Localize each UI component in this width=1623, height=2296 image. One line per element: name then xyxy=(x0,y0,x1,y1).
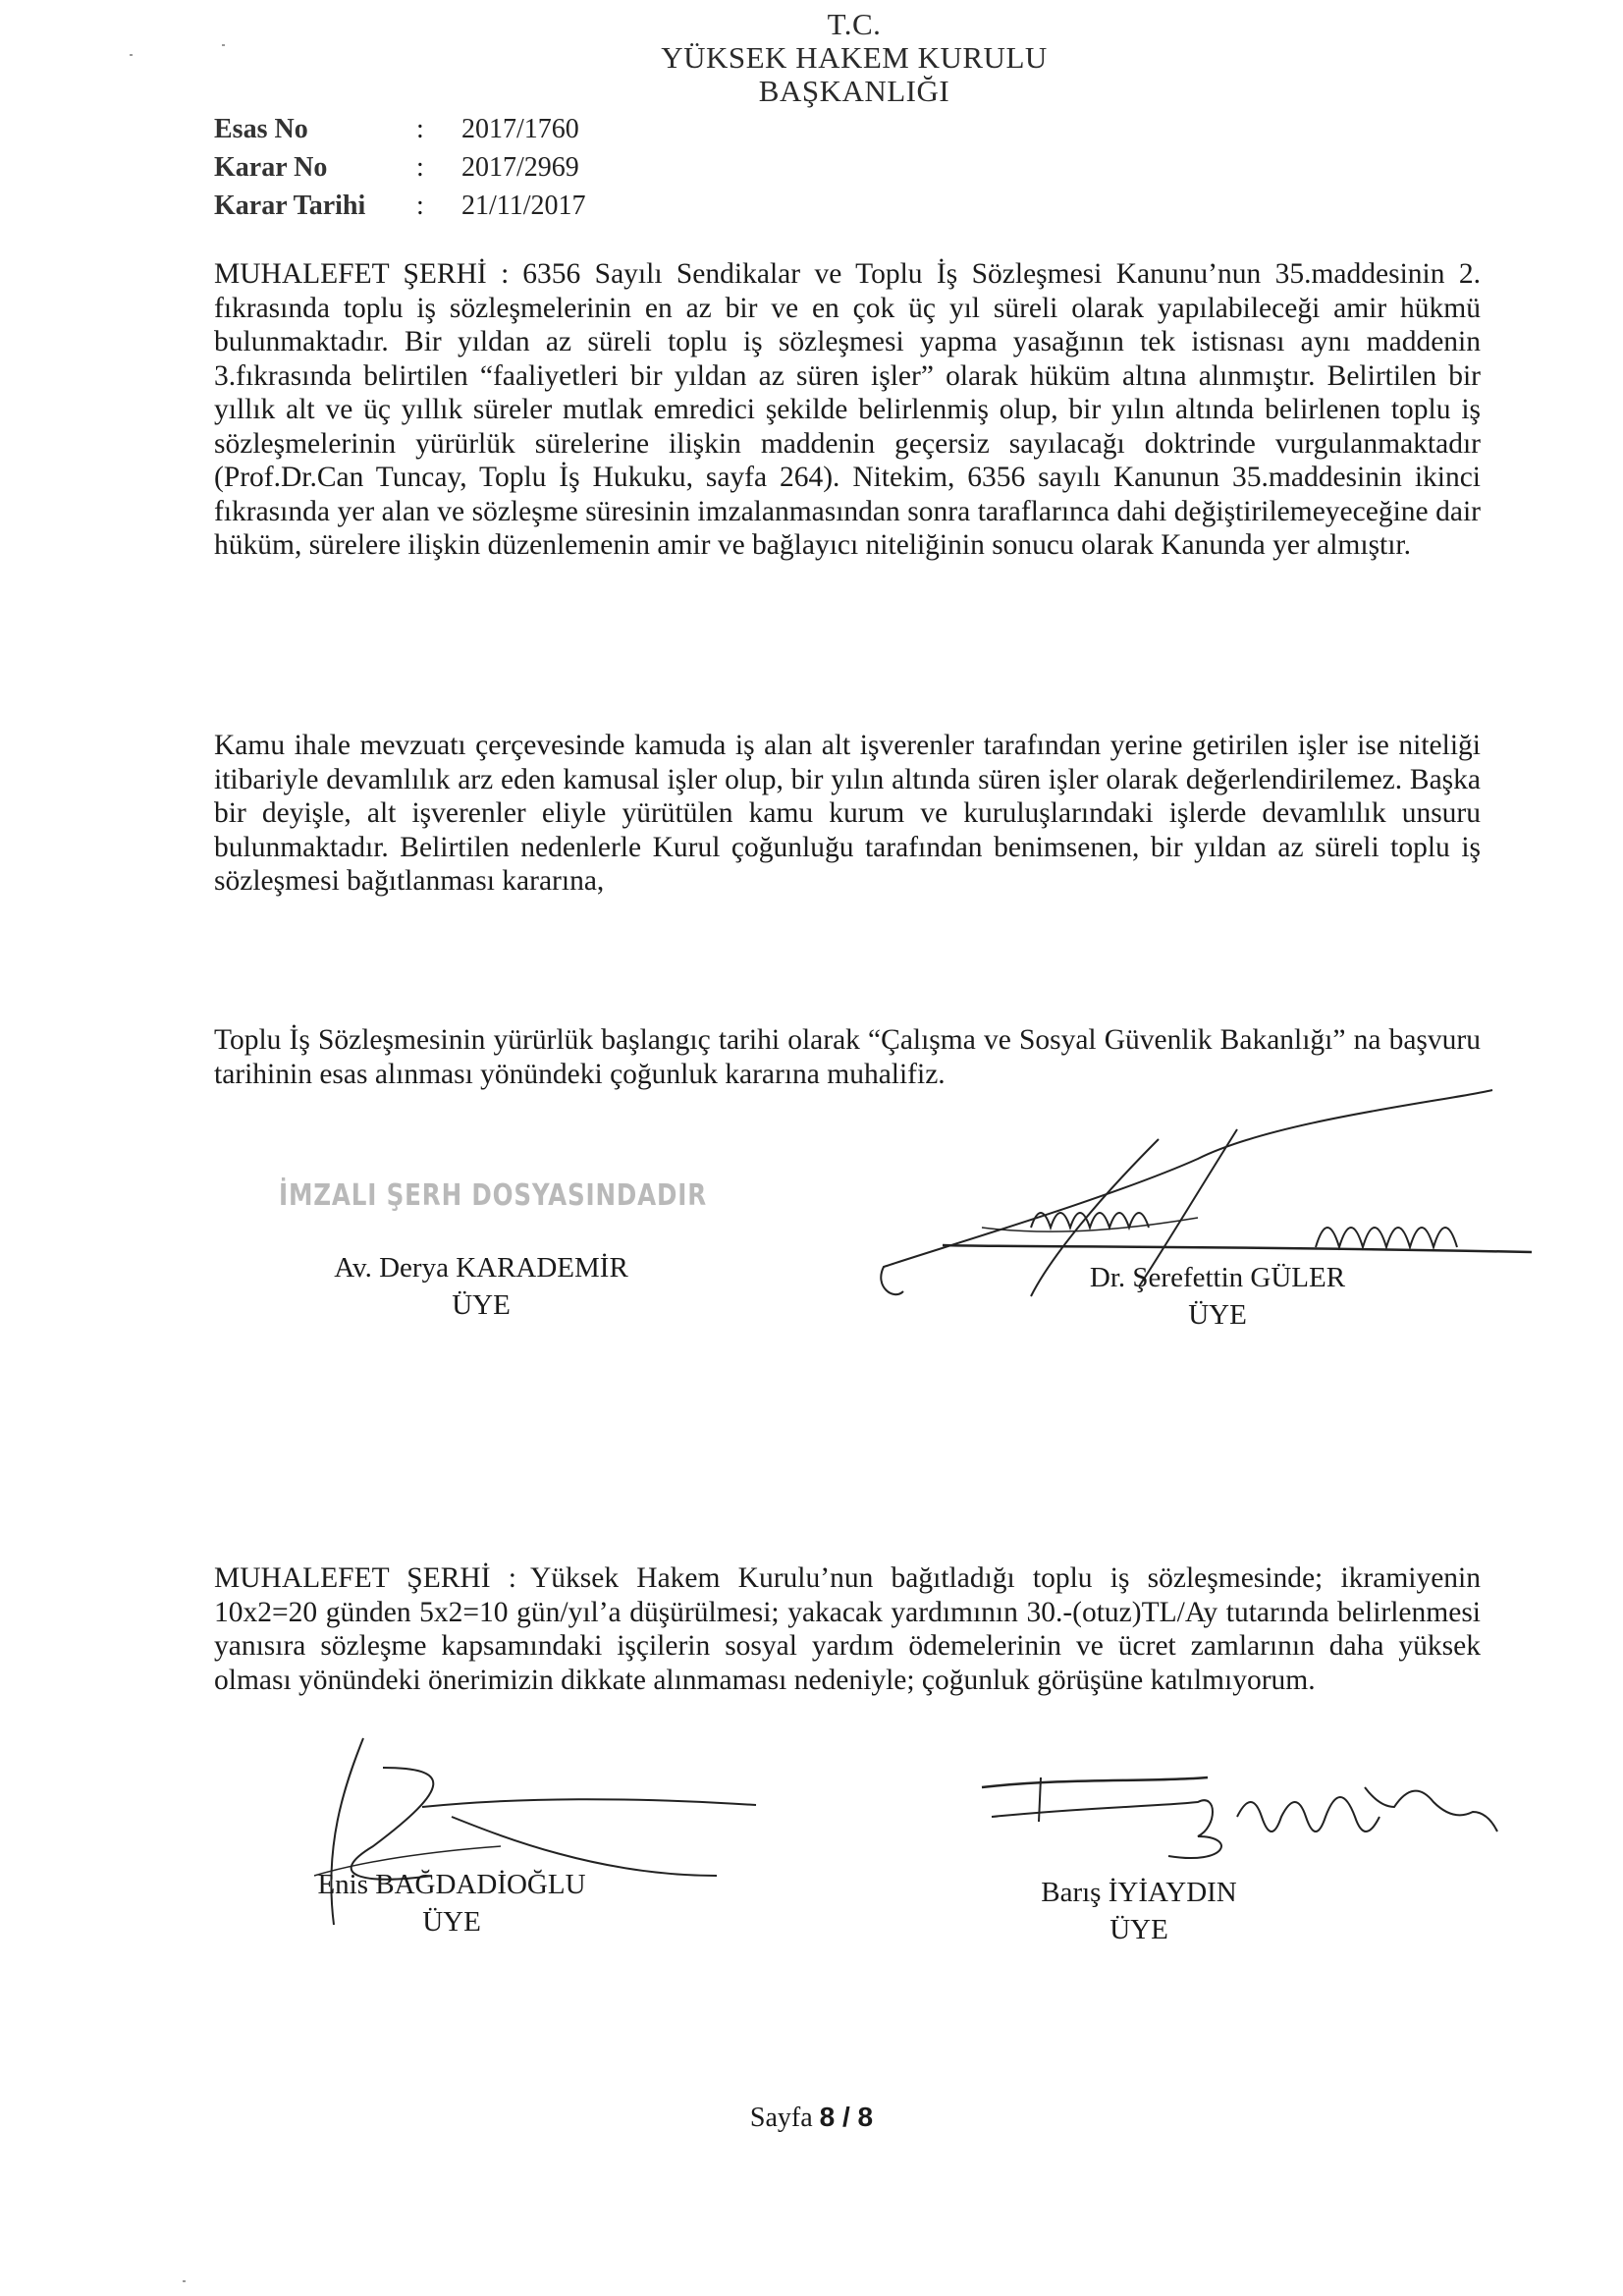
dissent2-paragraph xyxy=(214,1561,1481,1697)
case-info-value: 2017/1760 xyxy=(461,114,579,144)
dissent2-text: Yüksek Hakem Kurulu’nun bağıtladığı toplu iş sözleşmesinde; ikramiyenin 10x2=20 günden 5x2=10 gün/yıl’a düşürülmesi; yakacak yardımının 30.-(otuz)TL/Ay tutarında belirlenmesi yanısıra sözleşme kapsamındaki işçilerin sosyal yardım ödemelerinin ve ücret zamlarının daha yüksek olması yönündeki önerimizin dikkate alınmaması nedeniyle; çoğunluk görüşüne katılmıyorum. xyxy=(214,1562,1482,1696)
header-line-baskanlik: BAŞKANLIĞI xyxy=(758,74,950,108)
colon: : xyxy=(416,114,424,144)
signatory-name: Enis BAĞDADİOĞLU xyxy=(317,1869,586,1900)
signatory-name: Av. Derya KARADEMİR xyxy=(334,1252,628,1284)
signatory-bagdadioglu xyxy=(255,1866,648,1941)
page-footer xyxy=(0,2102,1623,2134)
case-info-label: Karar No xyxy=(214,152,328,183)
signatory-name: Barış İYİAYDIN xyxy=(1041,1877,1237,1908)
signatory-iyiaydin xyxy=(943,1874,1335,1948)
dissent1-paragraph1 xyxy=(214,257,1481,563)
header-line-kurul: YÜKSEK HAKEM KURULU xyxy=(661,40,1048,75)
dissent1-paragraph3: Toplu İş Sözleşmesinin yürürlük başlangıç tarihi olarak “Çalışma ve Sosyal Güvenlik Bakanlığı” na başvuru tarihinin esas alınması yönündeki çoğunluk kararına muhalifiz. xyxy=(214,1024,1481,1090)
signatory-title: ÜYE xyxy=(1188,1299,1247,1331)
institution-header xyxy=(589,8,1119,108)
signatory-name: Dr. Şerefettin GÜLER xyxy=(1089,1262,1346,1293)
case-info-label: Karar Tarihi xyxy=(214,191,366,221)
case-info xyxy=(214,110,586,225)
dissent1-text: 6356 Sayılı Sendikalar ve Toplu İş Sözleşmesi Kanunu’nun 35.maddesinin 2. fıkrasında toplu iş sözleşmelerinin en az bir ve en çok üç yıl süreli olarak yapılabileceği amir hükmü bulunmaktadır. Bir yıldan az süreli toplu iş sözleşmesi yapma yasağının tek istisnası aynı maddenin 3.fıkrasında belirtilen “faaliyetleri bir yıldan az süren işler” olarak hüküm altına alınmıştır. Belirtilen bir yıllık alt ve üç yıllık süreler mutlak emredici şekilde belirlenmiş olup, bir yılın altında belirlenen toplu iş sözleşmelerinin yürürlük sürelerine ilişkin maddenin geçersiz sayılacağı doktrinde vurgulanmaktadır (Prof.Dr.Can Tuncay, Toplu İş Hukuku, sayfa 264). Nitekim, 6356 sayılı Kanunun 35.maddesinin ikinci fıkrasında yer alan ve sözleşme süresinin imzalanmasından sonra taraflarınca dahi değiştirilemeyeceğine dair hüküm, sürelere ilişkin düzenlemenin amir ve bağlayıcı niteliğinin sonucu olarak Kanunda yer almıştır. xyxy=(214,258,1481,561)
case-info-row-karar xyxy=(214,148,586,187)
case-info-value: 2017/2969 xyxy=(461,152,579,183)
signatory-guler xyxy=(1031,1259,1404,1334)
dissent1-paragraph2: Kamu ihale mevzuatı çerçevesinde kamuda iş alan alt işverenler tarafından yerine getirilen işler ise niteliği itibariyle devamlılık arz eden kamusal işler olup, bir yılın altında süren işler olarak değerlendirilemez. Başka bir deyişle, alt işverenler eliyle yürütülen kamu kurum ve kuruluşlarındaki işlerde devamlılık unsuru bulunmaktadır. Belirtilen nedenlerle Kurul çoğunluğu tarafından benimsenen, bir yıldan az süreli toplu iş sözleşmesi bağıtlanması kararına, xyxy=(214,730,1481,897)
scan-speck xyxy=(183,2280,186,2282)
colon: : xyxy=(416,191,424,221)
case-info-row-tarih xyxy=(214,187,586,225)
colon: : xyxy=(416,152,424,183)
page-number: 8 / 8 xyxy=(819,2102,874,2132)
case-info-label: Esas No xyxy=(214,114,308,144)
dissent2-label: MUHALEFET ŞERHİ : xyxy=(214,1562,516,1594)
case-info-row-esas xyxy=(214,110,586,148)
dissent1-label: MUHALEFET ŞERHİ : xyxy=(214,258,510,290)
signatory-karademir xyxy=(295,1249,668,1324)
scan-speck xyxy=(130,54,133,56)
header-line-tc: T.C. xyxy=(827,7,882,41)
scan-speck xyxy=(222,44,225,46)
signatory-title: ÜYE xyxy=(1109,1914,1168,1945)
signatory-title: ÜYE xyxy=(452,1289,511,1321)
signature-iyiaydin xyxy=(972,1748,1502,1886)
signature-on-file-stamp: İMZALI ŞERH DOSYASINDADIR xyxy=(279,1178,708,1213)
signatory-title: ÜYE xyxy=(422,1906,481,1938)
page-footer-prefix: Sayfa xyxy=(749,2103,813,2133)
case-info-value: 21/11/2017 xyxy=(461,191,586,221)
